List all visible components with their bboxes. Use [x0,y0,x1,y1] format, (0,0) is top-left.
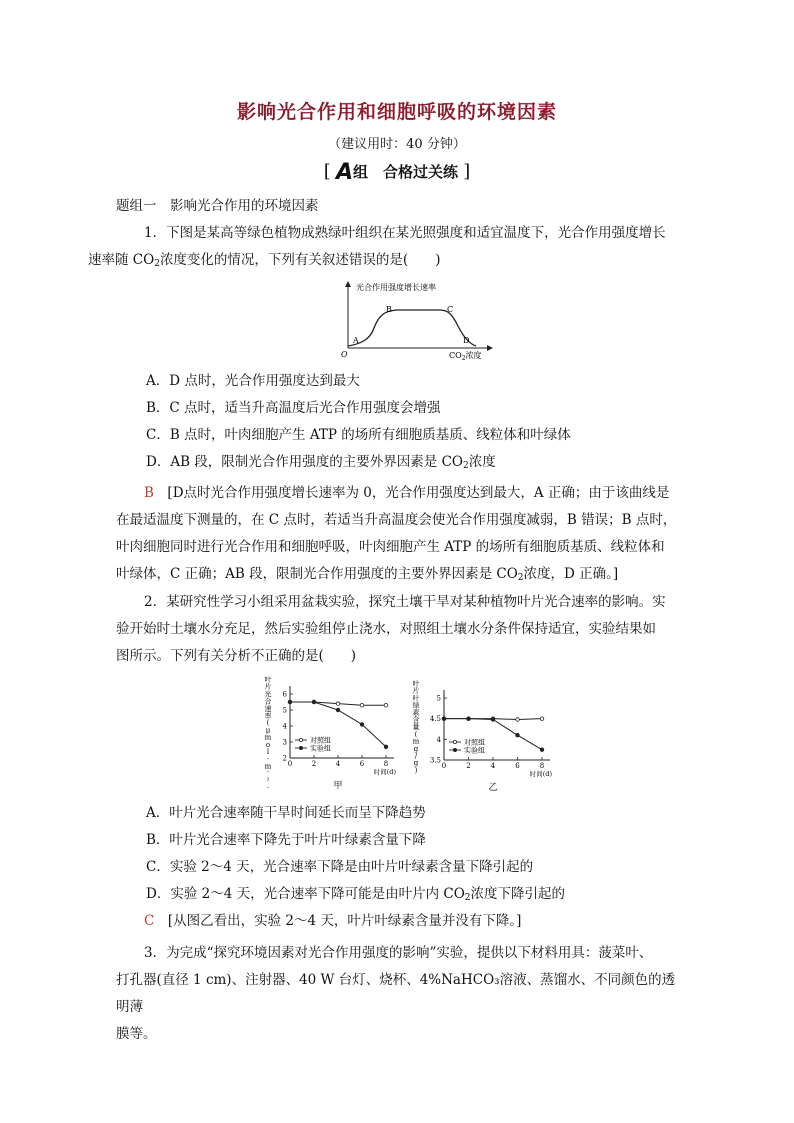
q2-answer: C [144,913,155,929]
bracket-right: ] [463,161,471,182]
q1-label-c: C [447,305,454,314]
data-point [540,748,544,752]
data-point [384,703,388,707]
y-tick-label: 3.5 [429,756,441,765]
legend-marker [453,748,456,751]
legend-label: 对照组 [310,736,331,745]
chart-caption: 乙 [488,783,498,793]
data-point [384,745,388,749]
q1-xlabel: $CO_2$浓度 [449,351,482,362]
group1-label: 题组一 影响光合作用的环境因素 [116,198,319,214]
q2-stem: 2．某研究性学习小组采用盆栽实验，探究土壤干旱对某种植物叶片光合速率的影响。实 验开始时土壤水分充足，然后实验组停止浇水，对照组土壤水分条件保持适宜，实验结果如 图所示。下列有关分析不正确的是( ) [116,594,666,664]
section-label: 组 合格过关练 [353,163,459,181]
x-tick-label: 0 [287,760,293,768]
chart-yi [410,676,560,796]
q1-label-a: A [353,336,359,345]
legend-label: 对照组 [464,738,485,747]
suggested-time: （建议用时：40 分钟） [328,137,466,152]
y-tick-label: 4 [282,722,287,731]
x-axis-label: 时间(d) [373,768,396,776]
y-axis-label: 叶片光合速率( μ m o l · m ⁻ ² · [264,676,272,792]
q1-sub: 2 [154,259,160,269]
page-title: 影响光合作用和细胞呼吸的环境因素 [236,101,557,123]
q1-option-b: B．C 点时，适当升高温度后光合作用强度会增强 [146,400,441,416]
x-tick-label: 8 [539,762,545,770]
x-tick-label: 4 [490,762,496,770]
legend-label: 实验组 [310,744,331,753]
x-tick-label: 4 [335,760,341,768]
data-point [516,718,520,722]
legend-label: 实验组 [464,746,485,755]
data-point [360,723,364,727]
data-point [491,718,495,722]
x-tick-label: 2 [466,762,471,770]
x-tick-label: 8 [383,760,389,768]
q2-option-d: D．实验 2～4 天，光合速率下降可能是由叶片内 $CO_2$浓度下降引起的 [146,886,566,903]
y-tick-label: 2 [282,754,287,763]
data-point [288,700,292,704]
data-point [540,717,544,721]
y-axis-label: 叶片叶绿素含量( m g / g ) [412,680,420,775]
y-tick-label: 5 [282,706,287,715]
x-tick-label: 0 [441,762,447,770]
series-line [444,719,542,750]
data-point [336,702,340,706]
section-letter: A [335,160,353,185]
q1-stem-line2b: 浓度变化的情况，下列有关叙述错误的是( ) [159,252,441,268]
chart-jia [262,672,402,792]
x-tick-label: 2 [311,760,317,768]
q1-curve [348,310,476,346]
y-tick-label: 4.5 [429,715,441,724]
q2-option-a: A．叶片光合速率随干旱时间延长而呈下降趋势 [146,805,426,821]
q1-label-d: D [463,336,470,345]
q1-stem-line1: 1．下图是某高等绿色植物成熟绿叶组织在某光照强度和适宜温度下，光合作用强度增长 [144,225,666,241]
q1-answer: B [144,485,154,501]
q1-stem-line2a: 速率随 CO [88,252,155,268]
section-header [0,160,794,185]
q1-origin: O [341,350,348,359]
q1-curve-figure [330,278,500,362]
q1-ylabel: 光合作用强度增长速率 [356,283,436,292]
q1-option-d: D．AB 段，限制光合作用强度的主要外界因素是 $CO_2$浓度 [146,454,496,471]
data-point [516,733,520,737]
x-tick-label: 6 [515,762,520,770]
chart-caption: 甲 [333,781,343,791]
q1-label-b: B [386,305,392,314]
y-tick-label: 3 [282,738,287,747]
bracket-left: [ [323,161,331,182]
q2-option-b: B．叶片光合速率下降先于叶片叶绿素含量下降 [146,832,426,848]
x-tick-label: 6 [359,760,365,768]
q2-explanation: C [从图乙看出，实验 2～4 天，叶片叶绿素含量并没有下降。] [144,913,522,929]
data-point [336,708,340,712]
y-tick-label: 4 [436,735,441,744]
q2-option-c: C．实验 2～4 天，光合速率下降是由叶片叶绿素含量下降引起的 [146,859,534,875]
legend-marker [299,738,302,741]
q1-stem [88,220,682,278]
data-point [442,717,446,721]
x-axis-label: 时间(d) [529,770,552,778]
q1-explanation: B [D点时光合作用强度增长速率为 0，光合作用强度达到最大，A 正确；由于该曲线是 在最适温度下测量的，在 C 点时，若适当升高温度会使光合作用强度减弱，B 错误；B 点时， 叶肉细胞同时进行光合作用和细胞呼吸，叶肉细胞产生 ATP 的场所有细胞质基质、线粒体和 叶绿体，C 正确；AB 段，限制光合作用强度的主要外界因素是 $CO_2$浓度，D 正确。] [116,485,677,583]
q1-option-c: C．B 点时，叶肉细胞产生 ATP 的场所有细胞质基质、线粒体和叶绿体 [146,427,571,443]
y-tick-label: 5 [436,694,441,703]
y-tick-label: 6 [282,690,287,699]
data-point [312,700,316,704]
legend-marker [299,746,302,749]
data-point [360,703,364,707]
q3-stem: 3．为完成“探究环境因素对光合作用强度的影响”实验，提供以下材料用具：菠菜叶、 打孔器(直径 1 cm)、注射器、40 W 台灯、烧杯、4%NaHCO₃溶液、蒸馏水、不同颜色的透明薄 膜等。 [116,945,676,1042]
legend-marker [453,740,456,743]
q1-option-a: A．D 点时，光合作用强度达到最大 [146,373,360,389]
data-point [467,717,471,721]
